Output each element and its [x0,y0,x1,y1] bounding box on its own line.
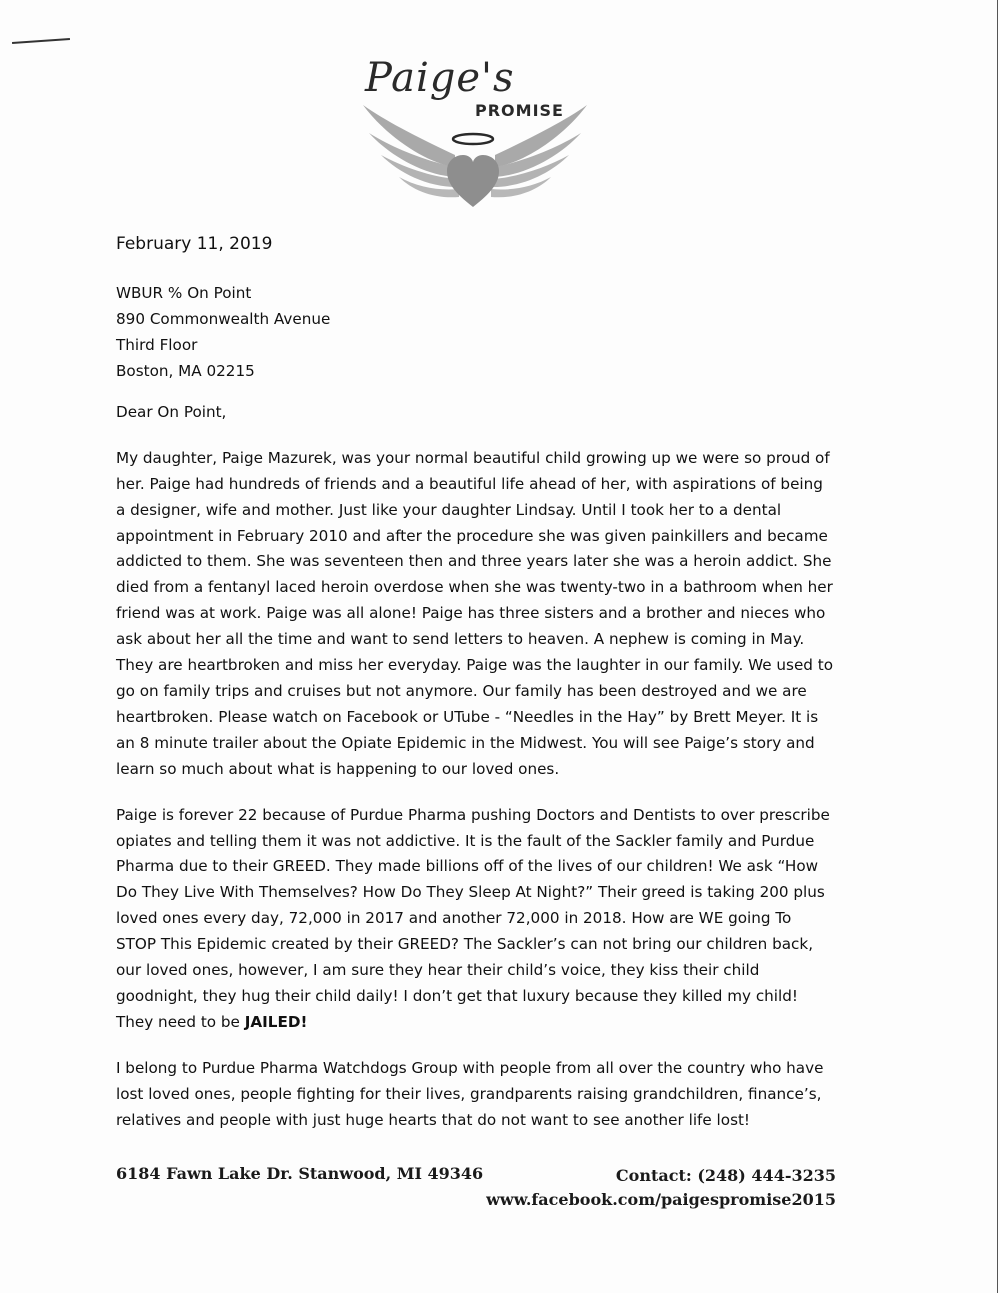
footer-contact: Contact: (248) 444-3235 [615,1166,836,1185]
scan-edge [997,0,998,1293]
address-line: Third Floor [116,335,198,354]
paiges-promise-logo [355,55,595,215]
left-wing-icon [363,105,459,197]
logo-script-text: Paige's [365,55,515,101]
footer-contact-block [486,1164,836,1212]
recipient-address [116,280,836,384]
footer-address: 6184 Fawn Lake Dr. Stanwood, MI 49346 [116,1164,484,1183]
address-line: WBUR % On Point [116,283,252,302]
letter-body [116,232,836,1153]
address-line: Boston, MA 02215 [116,361,255,380]
halo-icon [453,134,493,144]
paragraph-3: I belong to Purdue Pharma Watchdogs Group with people from all over the country who have lost loved ones, people fighting for their lives, grandparents raising grandchildren, finance’s, relatives and people with just huge hearts that do not want to see another life lost! [116,1058,824,1129]
logo-promise-text: PROMISE [475,101,564,120]
jailed-emphasis: JAILED! [244,1012,308,1031]
salutation: Dear On Point, [116,402,227,421]
heart-icon [447,155,499,207]
scan-mark [12,38,70,44]
paragraph-1: My daughter, Paige Mazurek, was your normal beautiful child growing up we were so proud of her. Paige had hundreds of friends and a beautiful life ahead of her, with aspirations of being a designer, wife and mother. Just like your daughter Lindsay. Until I took her to a dental appointment in February 2010 and after the procedure she was given painkillers and became addicted to them. She was seventeen then and three years later she was a heroin addict. She died from a fentanyl laced heroin overdose when she was twenty-two in a bathroom when her friend was at work. Paige was all alone! Paige has three sisters and a brother and nieces who ask about her all the time and want to send letters to heaven. A nephew is coming in May. They are heartbroken and miss her everyday. Paige was the laughter in our family. We used to go on family trips and cruises but not anymore. Our family has been destroyed and we are heartbroken. Please watch on Facebook or UTube - “Needles in the Hay” by Brett Meyer. It is an 8 minute trailer about the Opiate Epidemic in the Midwest. You will see Paige’s story and learn so much about what is happening to our loved ones. [116,448,834,778]
address-line: 890 Commonwealth Avenue [116,309,331,328]
paragraph-2 [116,803,836,1036]
footer-website-link[interactable]: www.facebook.com/paigespromise2015 [486,1190,836,1209]
paragraph-2-text: Paige is forever 22 because of Purdue Pharma pushing Doctors and Dentists to over prescribe opiates and telling them it was not addictive. It is the fault of the Sackler family and Purdue Pharma due to their GREED. They made billions off of the lives of our children! We ask “How Do They Live With Themselves? How Do They Sleep At Night?” Their greed is taking 200 plus loved ones every day, 72,000 in 2017 and another 72,000 in 2018. How are WE going To STOP This Epidemic created by their GREED? The Sackler’s can not bring our children back, our loved ones, however, I am sure they hear their child’s voice, they kiss their child goodnight, they hug their child daily! I don’t get that luxury because they killed my child! They need to be [116,805,830,1031]
letter-date: February 11, 2019 [116,234,273,254]
